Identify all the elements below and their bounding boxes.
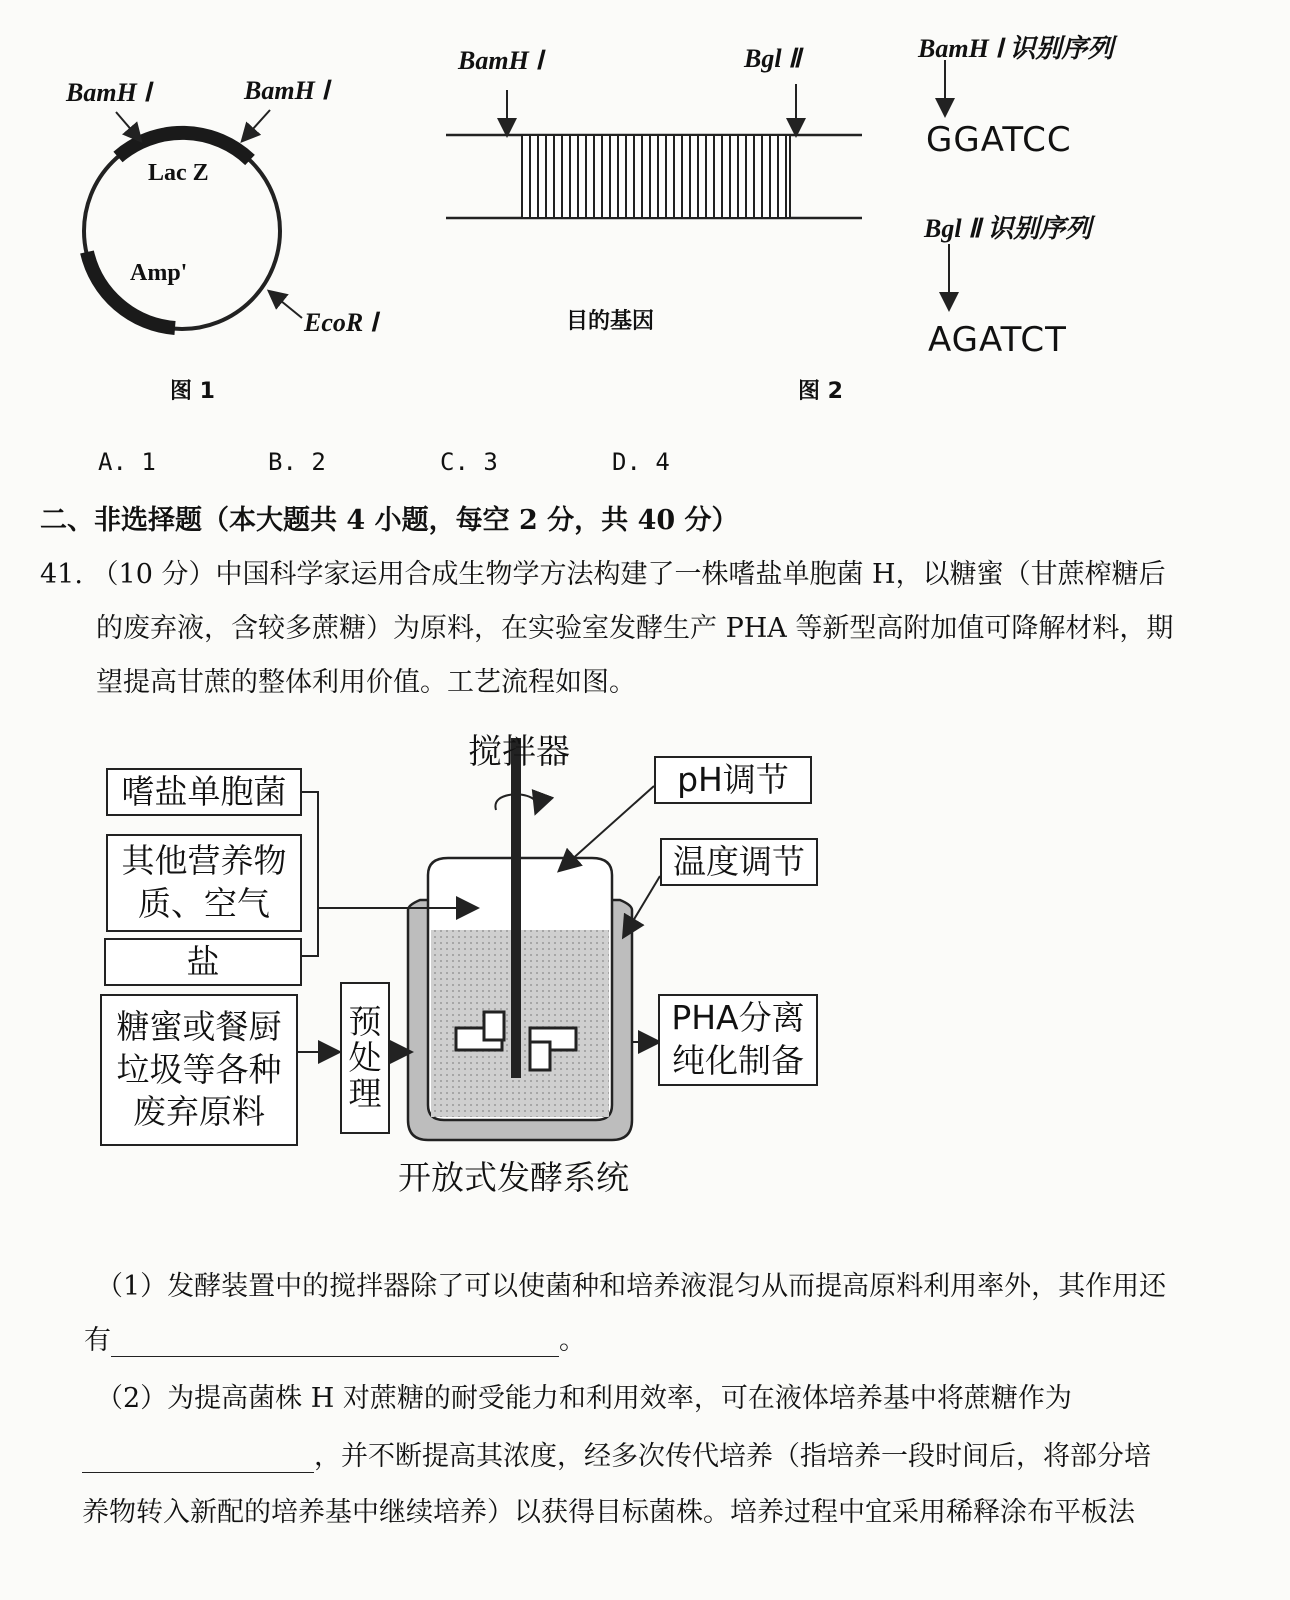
choice-a[interactable]: A. 1	[98, 448, 156, 476]
pha-box: PHA分离纯化制备	[658, 994, 818, 1086]
bamh1-seq-arrow	[930, 58, 960, 120]
stirrer-label: 搅拌器	[468, 732, 570, 772]
fig2-bgl2-label: Bgl Ⅱ	[744, 44, 801, 73]
sub2-answer-blank[interactable]	[82, 1446, 314, 1473]
choice-d[interactable]: D. 4	[612, 448, 670, 476]
sub1-line-1: （1）发酵装置中的搅拌器除了可以使菌种和培养液混匀从而提高原料利用率外，其作用还	[96, 1271, 1167, 1302]
sub1-suffix: 。	[559, 1325, 586, 1356]
sub1-answer-blank[interactable]	[111, 1330, 559, 1357]
temperature-box: 温度调节	[660, 838, 818, 886]
ecor1-arrow	[270, 292, 302, 318]
q41-line-1: 41. （10 分）中国科学家运用合成生物学方法构建了一株嗜盐单胞菌 H，以糖蜜（甘蔗榨糖后	[40, 559, 1166, 590]
pretreatment-box: 预处理	[340, 982, 390, 1134]
sub1-prefix: 有	[84, 1325, 111, 1356]
sub2-line-2	[82, 1434, 1151, 1473]
bamh1-right-label: BamH Ⅰ	[244, 76, 329, 105]
figure-1-caption: 图 1	[170, 379, 215, 404]
waste-box: 糖蜜或餐厨垃圾等各种废弃原料	[100, 994, 298, 1146]
bacteria-box: 嗜盐单胞菌	[106, 768, 302, 816]
stirrer-shaft	[511, 738, 521, 1078]
target-gene-diagram	[440, 60, 880, 300]
target-gene-block	[522, 135, 790, 218]
sub1-line-2	[84, 1318, 586, 1357]
nutrients-box: 其他营养物质、空气	[106, 834, 302, 932]
sub2-line-3: 养物转入新配的培养基中继续培养）以获得目标菌株。培养过程中宜采用稀释涂布平板法	[82, 1497, 1135, 1528]
choice-c[interactable]: C. 3	[440, 448, 498, 476]
fermentation-system-label: 开放式发酵系统	[398, 1158, 629, 1197]
bgl2-seq-arrow	[934, 242, 964, 314]
sub2-line-2-text: ，并不断提高其浓度，经多次传代培养（指培养一段时间后，将部分培	[314, 1441, 1151, 1472]
ph-box: pH调节	[654, 756, 812, 804]
figure-2-caption: 图 2	[798, 379, 843, 404]
bamh1-left-label: BamH Ⅰ	[66, 78, 151, 107]
choice-b[interactable]: B. 2	[268, 448, 326, 476]
bamh1-right-arrow	[243, 110, 270, 140]
bgl2-site-label: Bgl Ⅱ 识别序列	[924, 214, 1092, 243]
fig2-bamh1-label: BamH Ⅰ	[458, 46, 543, 75]
ecor1-label: EcoR Ⅰ	[304, 308, 378, 337]
bamh1-site-label: BamH Ⅰ 识别序列	[918, 34, 1114, 63]
q41-line-3: 望提高甘蔗的整体利用价值。工艺流程如图。	[96, 667, 636, 698]
q41-line-2: 的废弃液，含较多蔗糖）为原料，在实验室发酵生产 PHA 等新型高附加值可降解材料，期	[96, 613, 1174, 644]
salt-box: 盐	[104, 938, 302, 986]
bgl2-sequence: AGATCT	[928, 320, 1067, 360]
section-heading: 二、非选择题（本大题共 4 小题，每空 2 分，共 40 分）	[40, 505, 739, 536]
lacz-label: Lac Z	[148, 160, 209, 186]
sub2-line-1: （2）为提高菌株 H 对蔗糖的耐受能力和利用效率，可在液体培养基中将蔗糖作为	[96, 1383, 1072, 1414]
bamh1-sequence: GGATCC	[926, 120, 1072, 160]
ph-arrow	[560, 786, 654, 870]
bamh1-left-arrow	[116, 112, 140, 140]
target-gene-caption: 目的基因	[566, 309, 655, 334]
amp-label: Amp'	[130, 260, 188, 286]
